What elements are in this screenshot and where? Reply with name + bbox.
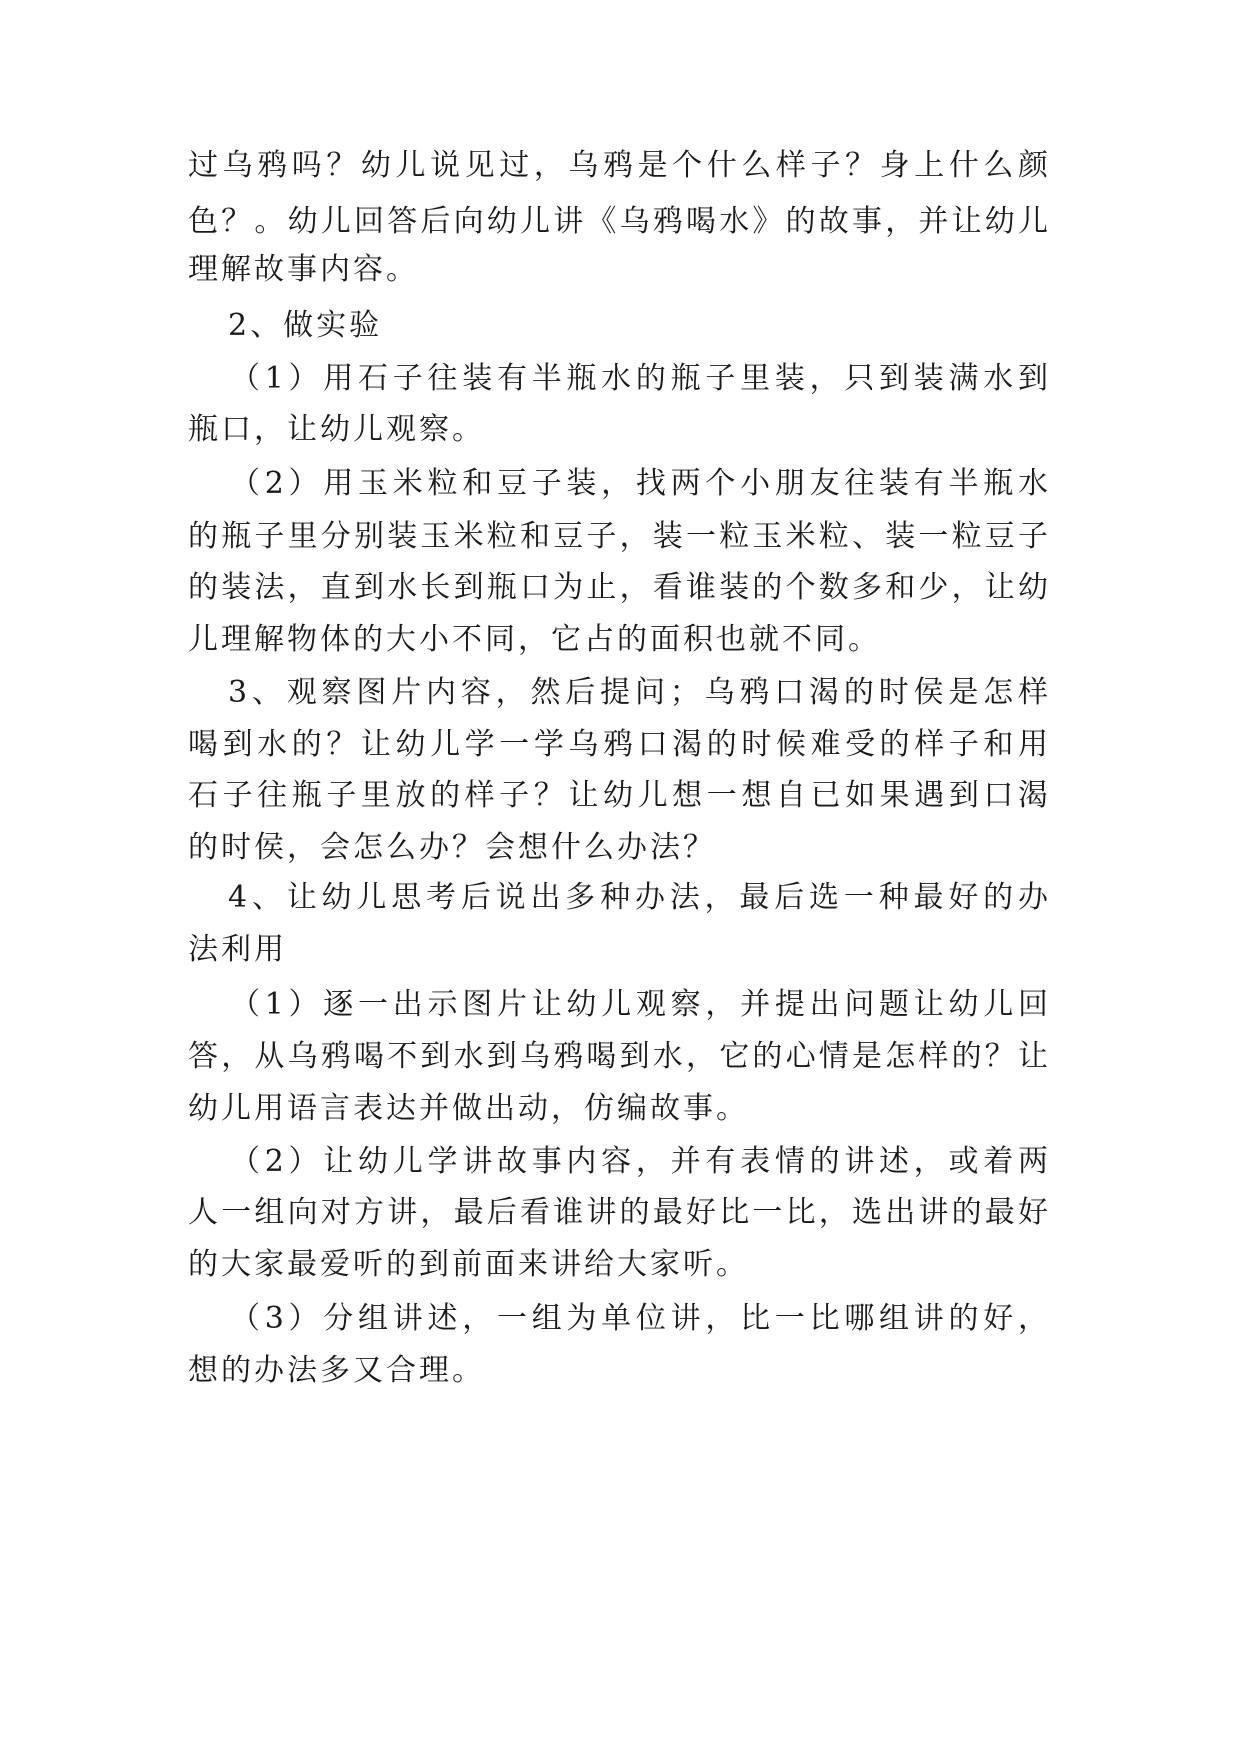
text-line: 的瓶子里分别装玉米粒和豆子，装一粒玉米粒、装一粒豆子 xyxy=(188,519,1048,554)
text-line: （1）逐一出示图片让幼儿观察，并提出问题让幼儿回 xyxy=(230,987,1048,1022)
text-line: 4、让幼儿思考后说出多种办法，最后选一种最好的办 xyxy=(228,880,1048,915)
text-line: 理解故事内容。 xyxy=(188,252,419,287)
text-line: （2）让幼儿学讲故事内容，并有表情的讲述，或着两 xyxy=(230,1144,1048,1179)
text-line: 瓶口，让幼儿观察。 xyxy=(188,412,485,447)
text-line: 的装法，直到水长到瓶口为止，看谁装的个数多和少，让幼 xyxy=(188,570,1048,605)
text-line: 答，从乌鸦喝不到水到乌鸦喝到水，它的心情是怎样的？让 xyxy=(188,1039,1048,1074)
text-line: 过乌鸦吗？幼儿说见过，乌鸦是个什么样子？身上什么颜 xyxy=(188,148,1048,183)
text-line: 的时侯，会怎么办？会想什么办法？ xyxy=(188,830,716,865)
text-line: 儿理解物体的大小不同，它占的面积也就不同。 xyxy=(188,622,881,657)
text-line: 幼儿用语言表达并做出动，仿编故事。 xyxy=(188,1091,749,1126)
text-line: （3）分组讲述，一组为单位讲，比一比哪组讲的好， xyxy=(230,1301,1048,1336)
text-line: （1）用石子往装有半瓶水的瓶子里装，只到装满水到 xyxy=(230,361,1048,396)
text-line: 人一组向对方讲，最后看谁讲的最好比一比，选出讲的最好 xyxy=(188,1195,1048,1230)
text-line: 3、观察图片内容，然后提问；乌鸦口渴的时侯是怎样 xyxy=(228,675,1048,710)
text-line: 色？。幼儿回答后向幼儿讲《乌鸦喝水》的故事，并让幼儿 xyxy=(188,204,1048,239)
text-line: 2、做实验 xyxy=(228,308,383,343)
text-line: 法利用 xyxy=(188,932,287,967)
text-line: 喝到水的？让幼儿学一学乌鸦口渴的时候难受的样子和用 xyxy=(188,727,1048,762)
text-line: 想的办法多又合理。 xyxy=(188,1353,485,1388)
text-line: 的大家最爱听的到前面来讲给大家听。 xyxy=(188,1247,749,1282)
text-line: 石子往瓶子里放的样子？让幼儿想一想自已如果遇到口渴 xyxy=(188,778,1048,813)
text-line: （2）用玉米粒和豆子装，找两个小朋友往装有半瓶水 xyxy=(230,466,1048,501)
